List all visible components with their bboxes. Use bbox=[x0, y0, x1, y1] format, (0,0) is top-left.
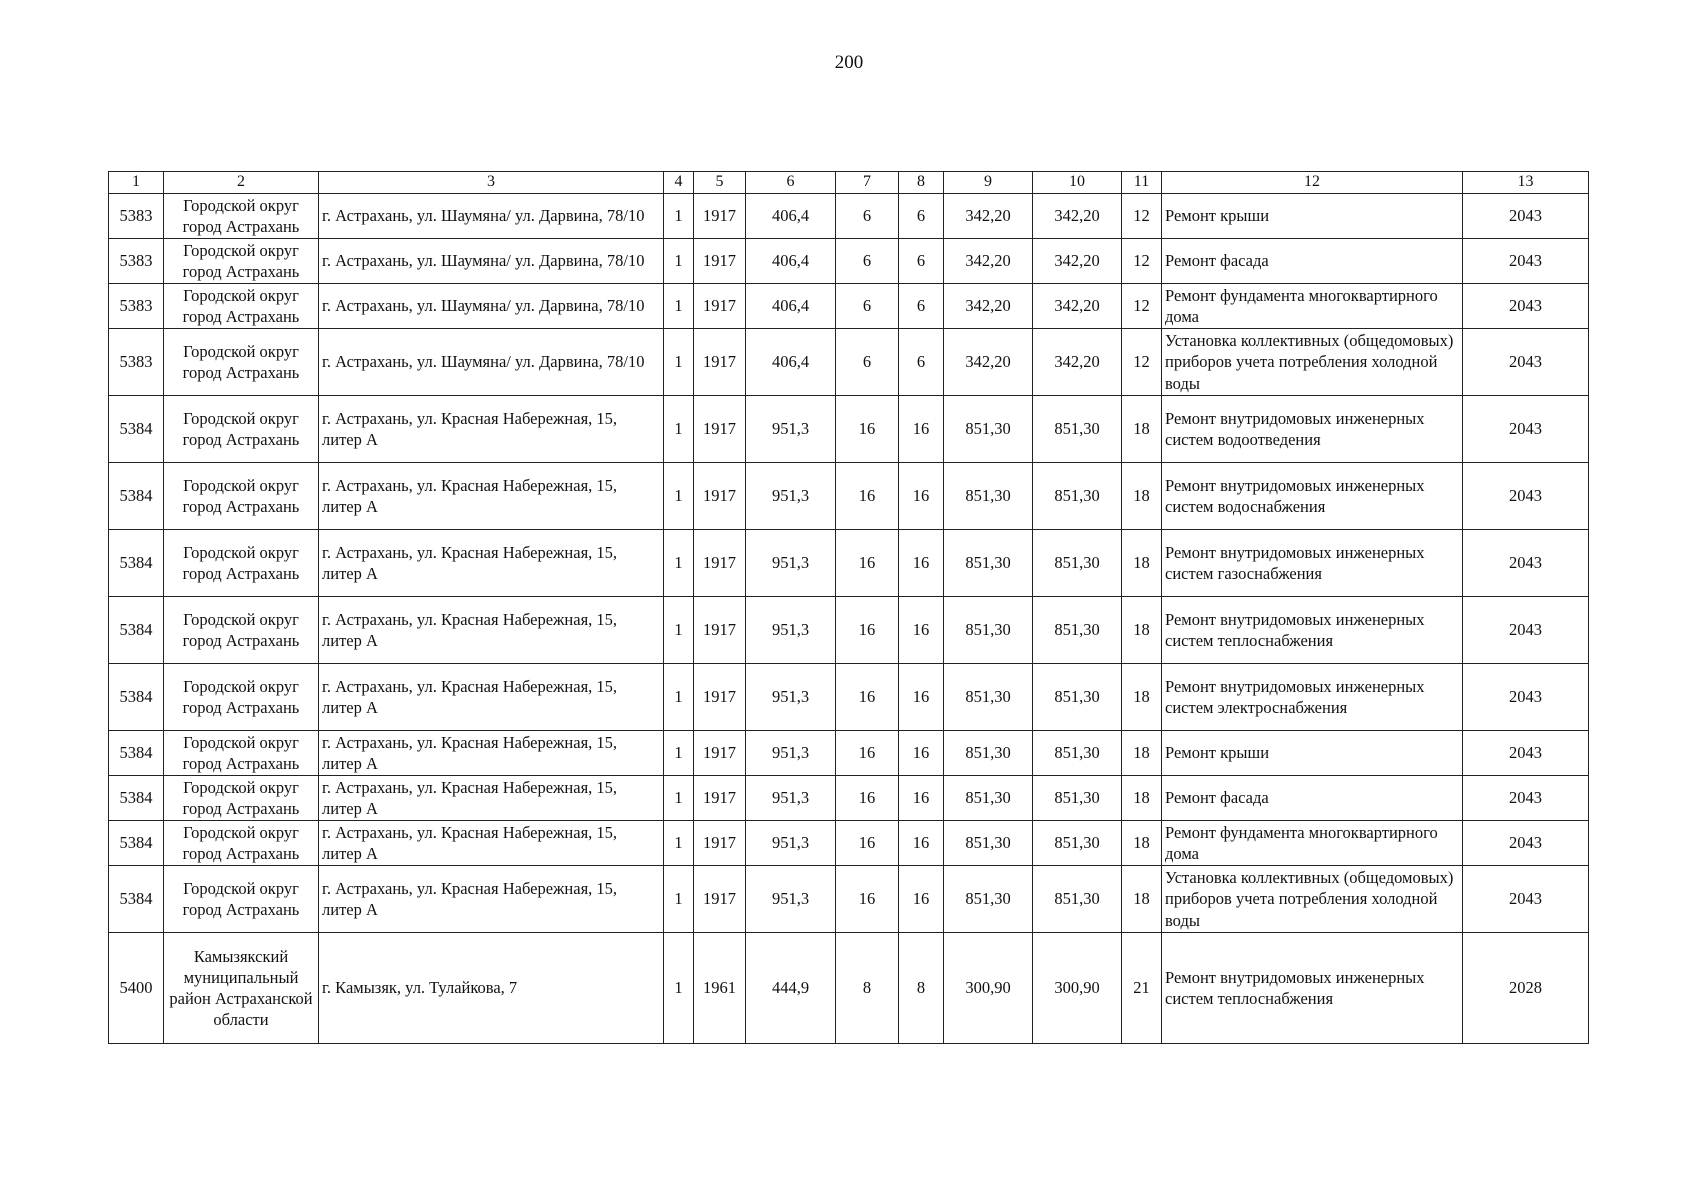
col4-cell: 1 bbox=[664, 329, 694, 396]
planned-year-cell: 2043 bbox=[1463, 396, 1589, 463]
col10-cell: 851,30 bbox=[1033, 866, 1122, 933]
col7-cell: 16 bbox=[836, 597, 899, 664]
col7-cell: 16 bbox=[836, 776, 899, 821]
col9-cell: 851,30 bbox=[944, 463, 1033, 530]
col8-cell: 6 bbox=[899, 329, 944, 396]
table-row bbox=[109, 933, 1589, 1044]
col11-cell: 18 bbox=[1122, 821, 1162, 866]
col9-cell: 342,20 bbox=[944, 194, 1033, 239]
municipality-cell: Городской округ город Астрахань bbox=[164, 597, 319, 664]
total-area-cell: 406,4 bbox=[746, 284, 836, 329]
column-number-row bbox=[109, 172, 1589, 194]
record-number-cell: 5400 bbox=[109, 933, 164, 1044]
municipality-cell: Городской округ город Астрахань bbox=[164, 329, 319, 396]
year-cell: 1917 bbox=[694, 194, 746, 239]
year-cell: 1917 bbox=[694, 776, 746, 821]
record-number-cell: 5384 bbox=[109, 821, 164, 866]
table-row bbox=[109, 194, 1589, 239]
col8-cell: 6 bbox=[899, 194, 944, 239]
work-type-cell: Ремонт внутридомовых инженерных систем газоснабжения bbox=[1162, 530, 1463, 597]
municipality-cell: Городской округ город Астрахань bbox=[164, 396, 319, 463]
record-number-cell: 5384 bbox=[109, 463, 164, 530]
column-header: 1 bbox=[109, 172, 164, 194]
col8-cell: 16 bbox=[899, 530, 944, 597]
total-area-cell: 951,3 bbox=[746, 463, 836, 530]
address-cell: г. Камызяк, ул. Тулайкова, 7 bbox=[319, 933, 664, 1044]
col10-cell: 851,30 bbox=[1033, 776, 1122, 821]
planned-year-cell: 2028 bbox=[1463, 933, 1589, 1044]
planned-year-cell: 2043 bbox=[1463, 866, 1589, 933]
table-row bbox=[109, 396, 1589, 463]
table-row bbox=[109, 821, 1589, 866]
total-area-cell: 951,3 bbox=[746, 597, 836, 664]
work-type-cell: Ремонт крыши bbox=[1162, 194, 1463, 239]
column-header: 9 bbox=[944, 172, 1033, 194]
col10-cell: 851,30 bbox=[1033, 821, 1122, 866]
table-row bbox=[109, 329, 1589, 396]
year-cell: 1917 bbox=[694, 866, 746, 933]
col4-cell: 1 bbox=[664, 664, 694, 731]
col9-cell: 342,20 bbox=[944, 284, 1033, 329]
year-cell: 1917 bbox=[694, 731, 746, 776]
col11-cell: 18 bbox=[1122, 866, 1162, 933]
planned-year-cell: 2043 bbox=[1463, 194, 1589, 239]
col11-cell: 18 bbox=[1122, 396, 1162, 463]
year-cell: 1917 bbox=[694, 284, 746, 329]
col10-cell: 851,30 bbox=[1033, 664, 1122, 731]
work-type-cell: Ремонт фасада bbox=[1162, 239, 1463, 284]
column-header: 12 bbox=[1162, 172, 1463, 194]
col11-cell: 12 bbox=[1122, 284, 1162, 329]
total-area-cell: 951,3 bbox=[746, 776, 836, 821]
municipality-cell: Городской округ город Астрахань bbox=[164, 530, 319, 597]
column-header: 8 bbox=[899, 172, 944, 194]
column-header: 6 bbox=[746, 172, 836, 194]
col11-cell: 18 bbox=[1122, 597, 1162, 664]
col4-cell: 1 bbox=[664, 597, 694, 664]
municipality-cell: Городской округ город Астрахань bbox=[164, 463, 319, 530]
address-cell: г. Астрахань, ул. Красная Набережная, 15, литер А bbox=[319, 664, 664, 731]
column-header: 5 bbox=[694, 172, 746, 194]
col7-cell: 16 bbox=[836, 731, 899, 776]
col9-cell: 851,30 bbox=[944, 664, 1033, 731]
address-cell: г. Астрахань, ул. Красная Набережная, 15, литер А bbox=[319, 821, 664, 866]
municipality-cell: Городской округ город Астрахань bbox=[164, 821, 319, 866]
col9-cell: 851,30 bbox=[944, 866, 1033, 933]
col10-cell: 851,30 bbox=[1033, 597, 1122, 664]
total-area-cell: 406,4 bbox=[746, 329, 836, 396]
planned-year-cell: 2043 bbox=[1463, 239, 1589, 284]
col8-cell: 6 bbox=[899, 284, 944, 329]
col11-cell: 12 bbox=[1122, 329, 1162, 396]
work-type-cell: Ремонт фундамента многоквартирного дома bbox=[1162, 284, 1463, 329]
col7-cell: 16 bbox=[836, 821, 899, 866]
address-cell: г. Астрахань, ул. Красная Набережная, 15, литер А bbox=[319, 597, 664, 664]
planned-year-cell: 2043 bbox=[1463, 284, 1589, 329]
col7-cell: 16 bbox=[836, 866, 899, 933]
col4-cell: 1 bbox=[664, 530, 694, 597]
col7-cell: 6 bbox=[836, 194, 899, 239]
col7-cell: 16 bbox=[836, 463, 899, 530]
col8-cell: 16 bbox=[899, 821, 944, 866]
col10-cell: 851,30 bbox=[1033, 530, 1122, 597]
work-type-cell: Ремонт внутридомовых инженерных систем электроснабжения bbox=[1162, 664, 1463, 731]
year-cell: 1917 bbox=[694, 329, 746, 396]
col7-cell: 6 bbox=[836, 284, 899, 329]
address-cell: г. Астрахань, ул. Красная Набережная, 15, литер А bbox=[319, 776, 664, 821]
col8-cell: 16 bbox=[899, 597, 944, 664]
planned-year-cell: 2043 bbox=[1463, 821, 1589, 866]
planned-year-cell: 2043 bbox=[1463, 664, 1589, 731]
municipality-cell: Городской округ город Астрахань bbox=[164, 776, 319, 821]
column-header: 11 bbox=[1122, 172, 1162, 194]
col9-cell: 851,30 bbox=[944, 597, 1033, 664]
col9-cell: 342,20 bbox=[944, 329, 1033, 396]
col8-cell: 16 bbox=[899, 866, 944, 933]
col10-cell: 342,20 bbox=[1033, 329, 1122, 396]
work-type-cell: Ремонт крыши bbox=[1162, 731, 1463, 776]
planned-year-cell: 2043 bbox=[1463, 329, 1589, 396]
work-type-cell: Ремонт внутридомовых инженерных систем водоснабжения bbox=[1162, 463, 1463, 530]
record-number-cell: 5384 bbox=[109, 597, 164, 664]
planned-year-cell: 2043 bbox=[1463, 463, 1589, 530]
record-number-cell: 5384 bbox=[109, 530, 164, 597]
address-cell: г. Астрахань, ул. Шаумяна/ ул. Дарвина, 78/10 bbox=[319, 194, 664, 239]
col10-cell: 851,30 bbox=[1033, 396, 1122, 463]
repair-schedule-table bbox=[108, 171, 1589, 1044]
work-type-cell: Ремонт фасада bbox=[1162, 776, 1463, 821]
year-cell: 1917 bbox=[694, 239, 746, 284]
col4-cell: 1 bbox=[664, 396, 694, 463]
page-number: 200 bbox=[834, 52, 864, 73]
column-header: 7 bbox=[836, 172, 899, 194]
col8-cell: 16 bbox=[899, 396, 944, 463]
col4-cell: 1 bbox=[664, 821, 694, 866]
table-row bbox=[109, 239, 1589, 284]
record-number-cell: 5384 bbox=[109, 866, 164, 933]
record-number-cell: 5384 bbox=[109, 664, 164, 731]
address-cell: г. Астрахань, ул. Красная Набережная, 15, литер А bbox=[319, 866, 664, 933]
municipality-cell: Городской округ город Астрахань bbox=[164, 194, 319, 239]
col9-cell: 342,20 bbox=[944, 239, 1033, 284]
col9-cell: 851,30 bbox=[944, 731, 1033, 776]
col7-cell: 8 bbox=[836, 933, 899, 1044]
address-cell: г. Астрахань, ул. Красная Набережная, 15, литер А bbox=[319, 396, 664, 463]
record-number-cell: 5383 bbox=[109, 284, 164, 329]
col10-cell: 851,30 bbox=[1033, 463, 1122, 530]
municipality-cell: Городской округ город Астрахань bbox=[164, 731, 319, 776]
work-type-cell: Ремонт внутридомовых инженерных систем водоотведения bbox=[1162, 396, 1463, 463]
col4-cell: 1 bbox=[664, 776, 694, 821]
year-cell: 1961 bbox=[694, 933, 746, 1044]
col11-cell: 18 bbox=[1122, 530, 1162, 597]
col4-cell: 1 bbox=[664, 239, 694, 284]
col7-cell: 6 bbox=[836, 329, 899, 396]
col10-cell: 342,20 bbox=[1033, 284, 1122, 329]
col9-cell: 851,30 bbox=[944, 530, 1033, 597]
column-header: 13 bbox=[1463, 172, 1589, 194]
municipality-cell: Городской округ город Астрахань bbox=[164, 866, 319, 933]
col8-cell: 16 bbox=[899, 731, 944, 776]
table-row bbox=[109, 664, 1589, 731]
planned-year-cell: 2043 bbox=[1463, 597, 1589, 664]
col10-cell: 851,30 bbox=[1033, 731, 1122, 776]
year-cell: 1917 bbox=[694, 396, 746, 463]
work-type-cell: Установка коллективных (общедомовых) приборов учета потребления холодной воды bbox=[1162, 866, 1463, 933]
col8-cell: 16 bbox=[899, 664, 944, 731]
total-area-cell: 444,9 bbox=[746, 933, 836, 1044]
work-type-cell: Ремонт внутридомовых инженерных систем теплоснабжения bbox=[1162, 933, 1463, 1044]
total-area-cell: 951,3 bbox=[746, 731, 836, 776]
col10-cell: 342,20 bbox=[1033, 239, 1122, 284]
col9-cell: 851,30 bbox=[944, 821, 1033, 866]
table-row bbox=[109, 731, 1589, 776]
work-type-cell: Установка коллективных (общедомовых) приборов учета потребления холодной воды bbox=[1162, 329, 1463, 396]
col11-cell: 12 bbox=[1122, 239, 1162, 284]
work-type-cell: Ремонт внутридомовых инженерных систем теплоснабжения bbox=[1162, 597, 1463, 664]
total-area-cell: 951,3 bbox=[746, 530, 836, 597]
column-header: 3 bbox=[319, 172, 664, 194]
municipality-cell: Камызякский муниципальный район Астраханской области bbox=[164, 933, 319, 1044]
record-number-cell: 5383 bbox=[109, 239, 164, 284]
col4-cell: 1 bbox=[664, 284, 694, 329]
table-body bbox=[109, 194, 1589, 1044]
col9-cell: 851,30 bbox=[944, 396, 1033, 463]
total-area-cell: 951,3 bbox=[746, 396, 836, 463]
col11-cell: 18 bbox=[1122, 776, 1162, 821]
address-cell: г. Астрахань, ул. Шаумяна/ ул. Дарвина, 78/10 bbox=[319, 284, 664, 329]
column-header: 2 bbox=[164, 172, 319, 194]
address-cell: г. Астрахань, ул. Шаумяна/ ул. Дарвина, 78/10 bbox=[319, 329, 664, 396]
record-number-cell: 5383 bbox=[109, 194, 164, 239]
col9-cell: 300,90 bbox=[944, 933, 1033, 1044]
total-area-cell: 951,3 bbox=[746, 821, 836, 866]
record-number-cell: 5384 bbox=[109, 396, 164, 463]
year-cell: 1917 bbox=[694, 463, 746, 530]
col8-cell: 16 bbox=[899, 463, 944, 530]
table-row bbox=[109, 530, 1589, 597]
record-number-cell: 5383 bbox=[109, 329, 164, 396]
total-area-cell: 951,3 bbox=[746, 664, 836, 731]
col7-cell: 16 bbox=[836, 530, 899, 597]
column-header: 10 bbox=[1033, 172, 1122, 194]
municipality-cell: Городской округ город Астрахань bbox=[164, 664, 319, 731]
municipality-cell: Городской округ город Астрахань bbox=[164, 284, 319, 329]
total-area-cell: 951,3 bbox=[746, 866, 836, 933]
year-cell: 1917 bbox=[694, 530, 746, 597]
municipality-cell: Городской округ город Астрахань bbox=[164, 239, 319, 284]
col4-cell: 1 bbox=[664, 866, 694, 933]
table-row bbox=[109, 866, 1589, 933]
address-cell: г. Астрахань, ул. Красная Набережная, 15, литер А bbox=[319, 463, 664, 530]
column-header: 4 bbox=[664, 172, 694, 194]
col11-cell: 21 bbox=[1122, 933, 1162, 1044]
year-cell: 1917 bbox=[694, 664, 746, 731]
col7-cell: 16 bbox=[836, 396, 899, 463]
table-row bbox=[109, 776, 1589, 821]
col7-cell: 6 bbox=[836, 239, 899, 284]
table-row bbox=[109, 284, 1589, 329]
col8-cell: 8 bbox=[899, 933, 944, 1044]
table-row bbox=[109, 463, 1589, 530]
year-cell: 1917 bbox=[694, 597, 746, 664]
planned-year-cell: 2043 bbox=[1463, 530, 1589, 597]
address-cell: г. Астрахань, ул. Красная Набережная, 15, литер А bbox=[319, 530, 664, 597]
col4-cell: 1 bbox=[664, 194, 694, 239]
total-area-cell: 406,4 bbox=[746, 239, 836, 284]
col11-cell: 12 bbox=[1122, 194, 1162, 239]
col11-cell: 18 bbox=[1122, 463, 1162, 530]
col8-cell: 16 bbox=[899, 776, 944, 821]
table-row bbox=[109, 597, 1589, 664]
col11-cell: 18 bbox=[1122, 731, 1162, 776]
address-cell: г. Астрахань, ул. Шаумяна/ ул. Дарвина, 78/10 bbox=[319, 239, 664, 284]
col9-cell: 851,30 bbox=[944, 776, 1033, 821]
total-area-cell: 406,4 bbox=[746, 194, 836, 239]
year-cell: 1917 bbox=[694, 821, 746, 866]
col4-cell: 1 bbox=[664, 731, 694, 776]
planned-year-cell: 2043 bbox=[1463, 776, 1589, 821]
address-cell: г. Астрахань, ул. Красная Набережная, 15, литер А bbox=[319, 731, 664, 776]
planned-year-cell: 2043 bbox=[1463, 731, 1589, 776]
col10-cell: 342,20 bbox=[1033, 194, 1122, 239]
record-number-cell: 5384 bbox=[109, 776, 164, 821]
col8-cell: 6 bbox=[899, 239, 944, 284]
col4-cell: 1 bbox=[664, 463, 694, 530]
col10-cell: 300,90 bbox=[1033, 933, 1122, 1044]
col7-cell: 16 bbox=[836, 664, 899, 731]
record-number-cell: 5384 bbox=[109, 731, 164, 776]
work-type-cell: Ремонт фундамента многоквартирного дома bbox=[1162, 821, 1463, 866]
col4-cell: 1 bbox=[664, 933, 694, 1044]
col11-cell: 18 bbox=[1122, 664, 1162, 731]
